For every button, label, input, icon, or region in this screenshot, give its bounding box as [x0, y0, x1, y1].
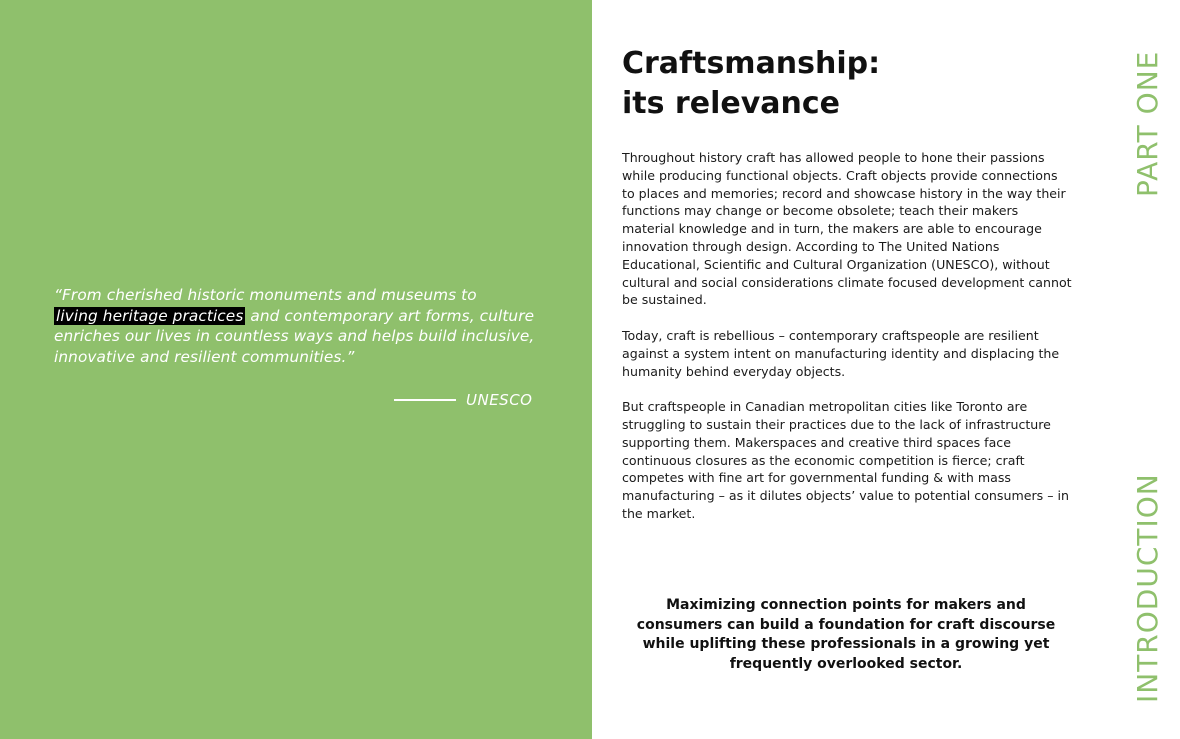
section-label: INTRODUCTION — [1131, 473, 1164, 703]
body-paragraph-2: Today, craft is rebellious – contemporary craftspeople are resilient against a system intent on manufacturing identity and displacing the humanity behind everyday objects. — [622, 327, 1060, 379]
body-paragraph-1: Throughout history craft has allowed people to hone their passions while producing functional objects. Craft objects provide connections to places and memories; record and showcase history in the way their functions may change or become obsolete; teach their makers material knowledge and in turn, the makers are able to encourage innovation through design. According to The United Nations Educational, Scientific and Cultural Organization (UNESCO), without cultural and social considerations climate focused development cannot be sustained. — [622, 150, 1072, 308]
title-line-2: its relevance — [622, 86, 840, 121]
quote-source: UNESCO — [466, 391, 533, 409]
part-label: PART ONE — [1131, 50, 1164, 197]
body-paragraph-3: But craftspeople in Canadian metropolitan cities like Toronto are struggling to sustain their practices due to the lack of infrastructure supporting them. Makerspaces and creative third spaces face continuous closures as the economic competition is fierce; craft competes with fine art for governmental funding & with mass manufacturing – as it dilutes objects’ value to potential consumers – in the market. — [622, 399, 1069, 521]
quote-text-end: and contemporary art forms, culture enriches our lives in countless ways and helps build inclusive, innovative and resilient communities.” — [54, 306, 535, 366]
title-line-1: Craftsmanship: — [622, 46, 881, 81]
pull-quote — [54, 285, 554, 367]
body-text — [622, 149, 1074, 541]
quote-attribution — [394, 390, 554, 410]
quote-highlight: living heritage practices — [56, 306, 244, 325]
quote-text-start: “From cherished historic monuments and museums to — [54, 286, 477, 304]
page-title — [622, 44, 1062, 124]
callout-statement: Maximizing connection points for makers and consumers can build a foundation for craft discourse while uplifting these professionals in a growing yet frequently overlooked sector. — [636, 597, 1056, 672]
attribution-rule — [394, 399, 456, 401]
